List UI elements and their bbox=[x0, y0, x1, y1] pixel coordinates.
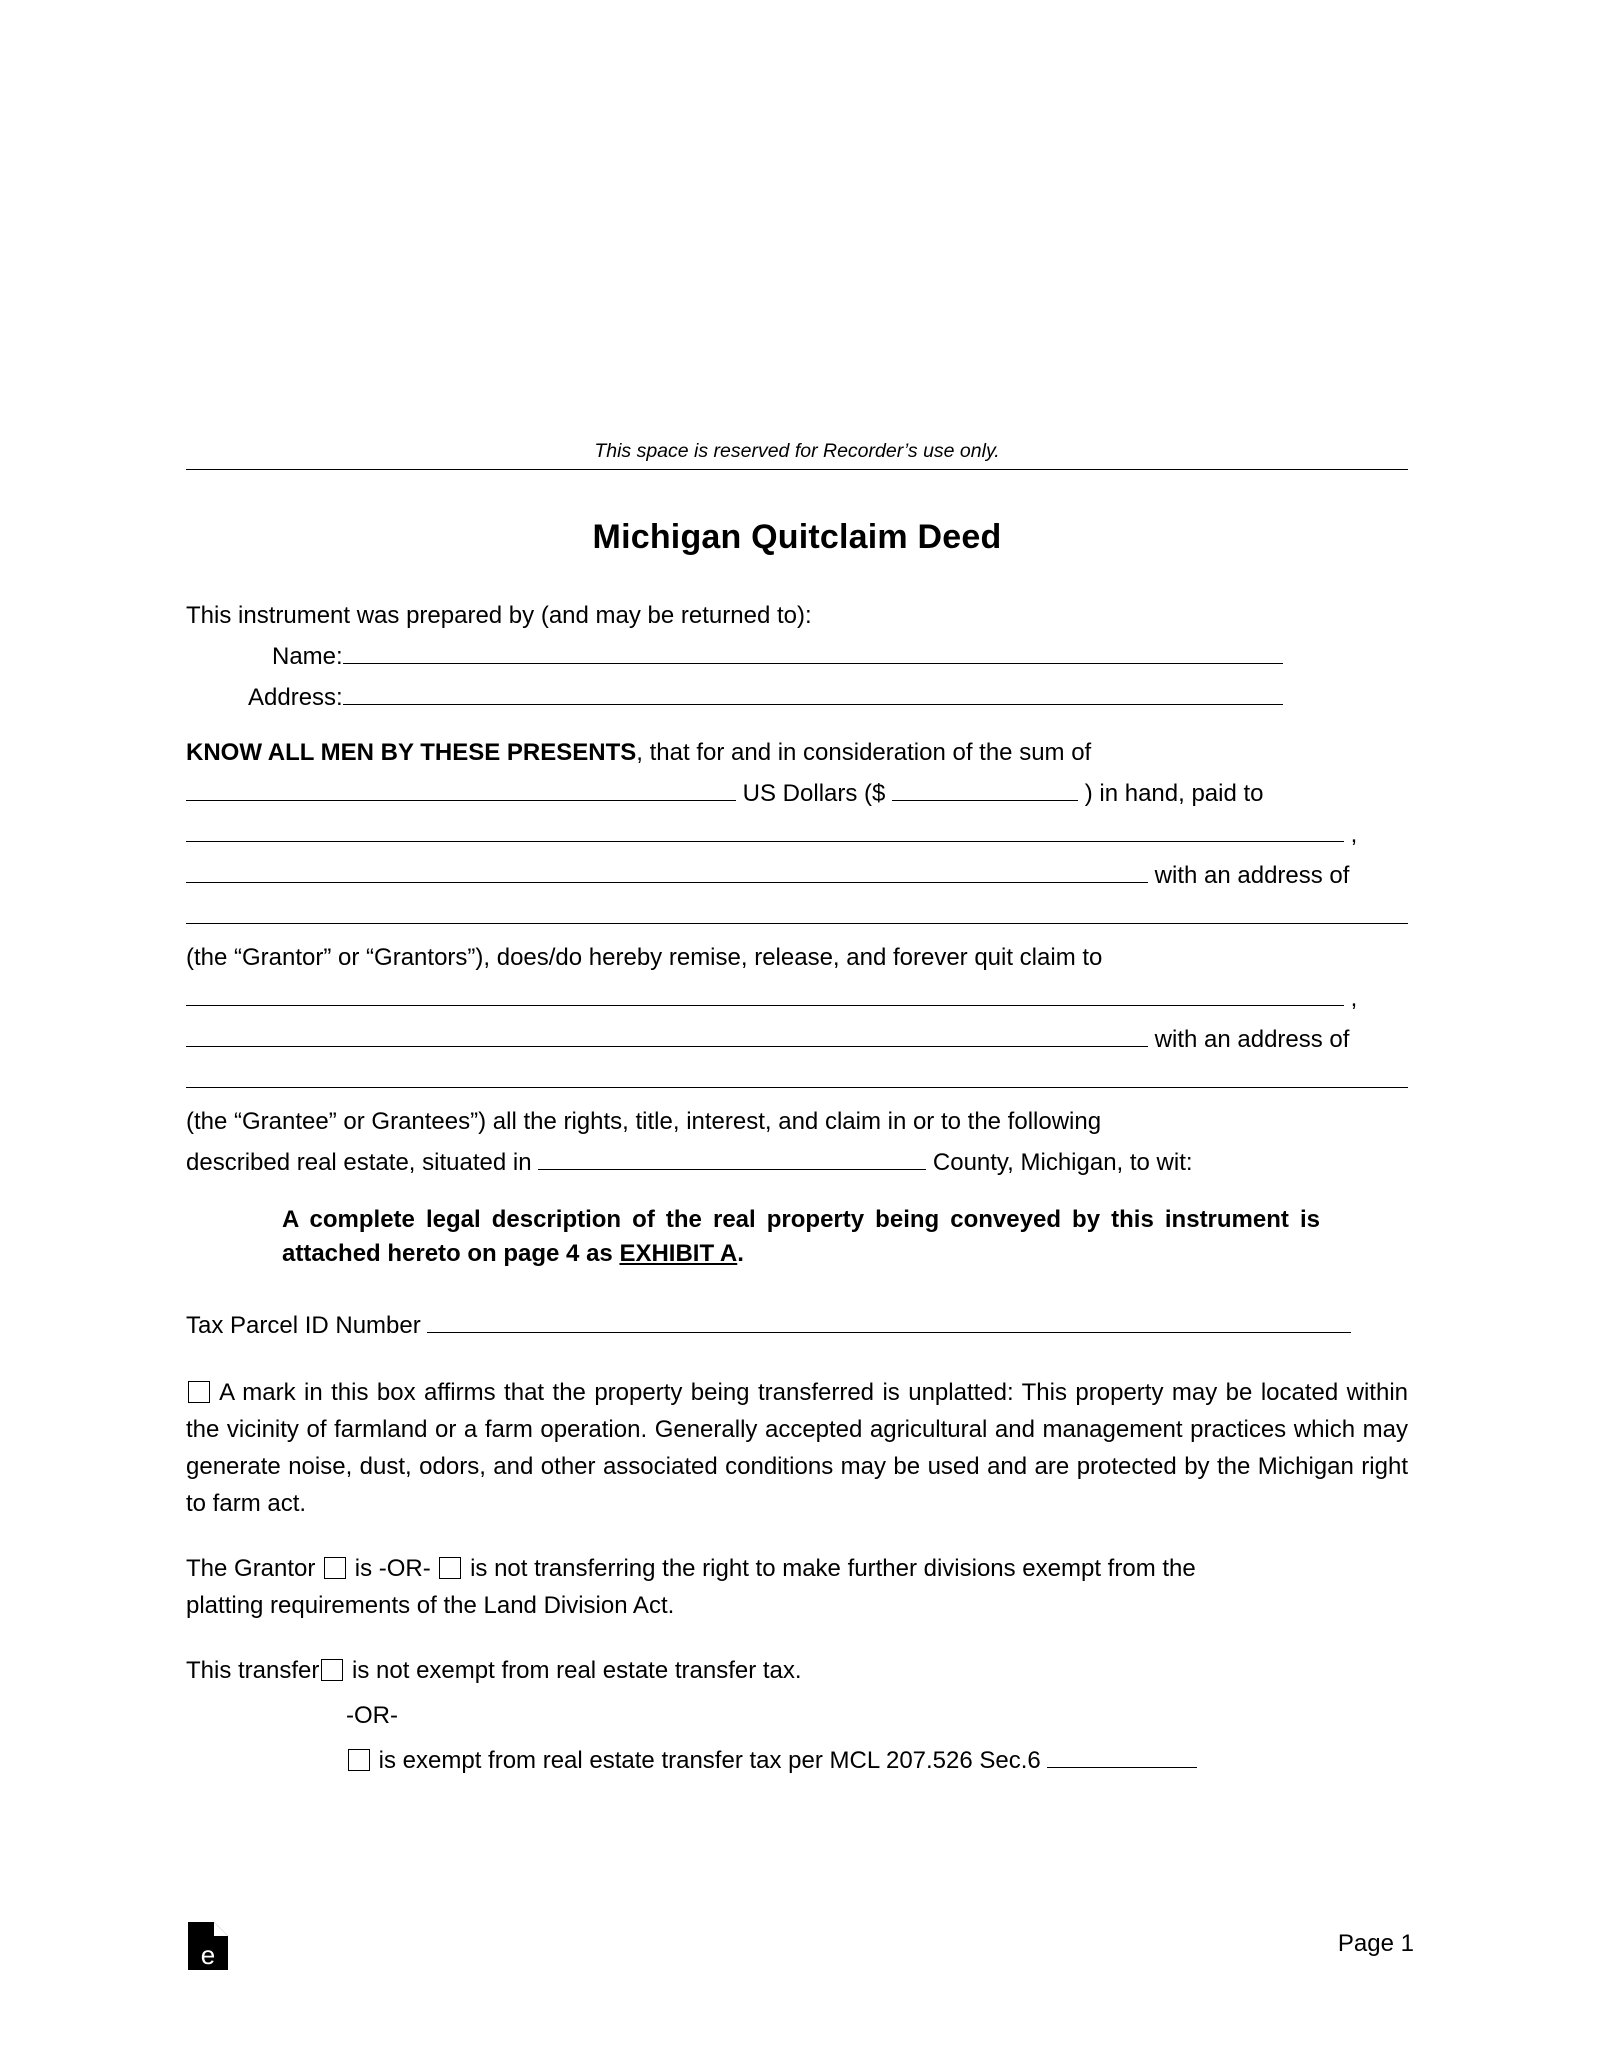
exhibit-a-link: EXHIBIT A bbox=[619, 1240, 738, 1267]
recorder-space-block bbox=[186, 440, 1408, 470]
county-input-line[interactable] bbox=[538, 1144, 926, 1170]
grantor-definition-line bbox=[186, 937, 1408, 978]
grantor-name-input-line[interactable] bbox=[186, 816, 1344, 842]
transfer-tax-line bbox=[186, 1652, 1408, 1689]
grantor-address-input-line[interactable] bbox=[186, 857, 1148, 883]
grantee-name-comma: , bbox=[1350, 985, 1358, 1012]
eforms-logo bbox=[186, 1920, 230, 1972]
grantor-with-address-label: with an address of bbox=[1154, 862, 1350, 889]
transfer-prefix-text: This transfer bbox=[186, 1657, 320, 1684]
prepared-by-line bbox=[186, 595, 1408, 636]
grantee-address-line bbox=[186, 1019, 1408, 1060]
grantor-division-line2-text: platting requirements of the Land Division Act. bbox=[186, 1592, 675, 1619]
unplatted-paragraph bbox=[186, 1374, 1408, 1522]
transfer-exempt-line bbox=[186, 1742, 1408, 1779]
page-title: Michigan Quitclaim Deed bbox=[592, 518, 1002, 556]
grantee-address-input-line-2[interactable] bbox=[186, 1062, 1408, 1088]
grantor-name-line bbox=[186, 814, 1408, 855]
exhibit-period: . bbox=[737, 1240, 744, 1267]
grantee-address-line-2 bbox=[186, 1060, 1408, 1101]
transfer-not-exempt-text: is not exempt from real estate transfer tax. bbox=[352, 1657, 802, 1684]
address-line bbox=[186, 677, 1408, 718]
tax-parcel-input-line[interactable] bbox=[427, 1307, 1351, 1333]
document-body bbox=[186, 595, 1408, 1779]
consideration-amount-input-line[interactable] bbox=[892, 775, 1078, 801]
transfer-exempt-text: is exempt from real estate transfer tax per MCL 207.526 Sec.6 bbox=[378, 1747, 1041, 1774]
grantee-with-address-label: with an address of bbox=[1154, 1026, 1350, 1053]
address-input-line[interactable] bbox=[343, 679, 1283, 705]
know-all-line bbox=[186, 732, 1408, 773]
consideration-words-input-line[interactable] bbox=[186, 775, 736, 801]
described-real-estate-label: described real estate, situated in bbox=[186, 1149, 532, 1176]
grantee-name-line bbox=[186, 978, 1408, 1019]
division-is-checkbox[interactable] bbox=[324, 1557, 346, 1579]
know-all-bold-text: KNOW ALL MEN BY THESE PRESENTS bbox=[186, 739, 637, 766]
county-michigan-label: County, Michigan, to wit: bbox=[932, 1149, 1193, 1176]
page-number: Page 1 bbox=[1337, 1930, 1414, 1957]
land-division-paragraph bbox=[186, 1550, 1408, 1624]
svg-text:e: e bbox=[200, 1940, 216, 1970]
tax-parcel-label: Tax Parcel ID Number bbox=[186, 1312, 421, 1339]
transfer-exempt-input-line[interactable] bbox=[1047, 1742, 1197, 1768]
division-is-not-checkbox[interactable] bbox=[439, 1557, 461, 1579]
name-input-line[interactable] bbox=[343, 638, 1283, 664]
prepared-by-label: This instrument was prepared by (and may be returned to): bbox=[186, 602, 812, 629]
grantee-name-input-line[interactable] bbox=[186, 980, 1344, 1006]
transfer-not-exempt-checkbox[interactable] bbox=[321, 1659, 343, 1681]
recorder-divider bbox=[186, 469, 1408, 470]
unplatted-checkbox[interactable] bbox=[188, 1381, 210, 1403]
consideration-line bbox=[186, 773, 1408, 814]
grantee-definition-line bbox=[186, 1101, 1408, 1142]
recorder-space-note: This space is reserved for Recorder’s use only. bbox=[594, 440, 1000, 462]
us-dollars-label: US Dollars ($ bbox=[742, 780, 886, 807]
grantor-address-line bbox=[186, 855, 1408, 896]
grantor-address-input-line-2[interactable] bbox=[186, 898, 1408, 924]
name-line bbox=[186, 636, 1408, 677]
grantor-name-comma: , bbox=[1350, 821, 1358, 848]
exhibit-note-text: A complete legal description of the real property being conveyed by this instrument is attached hereto on page 4 as bbox=[282, 1206, 1320, 1267]
grantee-address-input-line[interactable] bbox=[186, 1021, 1148, 1047]
address-label: Address: bbox=[248, 684, 343, 711]
grantee-definition-text: (the “Grantee” or Grantees”) all the rights, title, interest, and claim in or to the following bbox=[186, 1108, 1102, 1135]
grantor-definition-text: (the “Grantor” or “Grantors”), does/do hereby remise, release, and forever quit claim to bbox=[186, 944, 1103, 971]
transfer-or-line bbox=[186, 1697, 1408, 1734]
know-all-rest-text: , that for and in consideration of the sum of bbox=[636, 739, 1092, 766]
tax-parcel-line bbox=[186, 1305, 1408, 1346]
grantor-address-line-2 bbox=[186, 896, 1408, 937]
grantor-division-prefix-text: The Grantor bbox=[186, 1555, 316, 1582]
grantor-division-is-not-text: is not transferring the right to make further divisions exempt from the bbox=[470, 1555, 1196, 1582]
or-label-text: -OR- bbox=[346, 1702, 398, 1729]
county-line bbox=[186, 1142, 1408, 1183]
unplatted-paragraph-text: A mark in this box affirms that the property being transferred is unplatted: This property may be located within the vicinity of farmland or a farm operation. Generally accepted agricultural and management practices which may generate noise, dust, odors, and other associated conditions may be used and are protected by the Michigan right to farm act. bbox=[186, 1379, 1409, 1517]
name-label: Name: bbox=[272, 643, 343, 670]
exhibit-note bbox=[282, 1203, 1320, 1271]
in-hand-label: ) in hand, paid to bbox=[1084, 780, 1264, 807]
transfer-exempt-checkbox[interactable] bbox=[348, 1749, 370, 1771]
grantor-division-is-text: is -OR- bbox=[354, 1555, 431, 1582]
